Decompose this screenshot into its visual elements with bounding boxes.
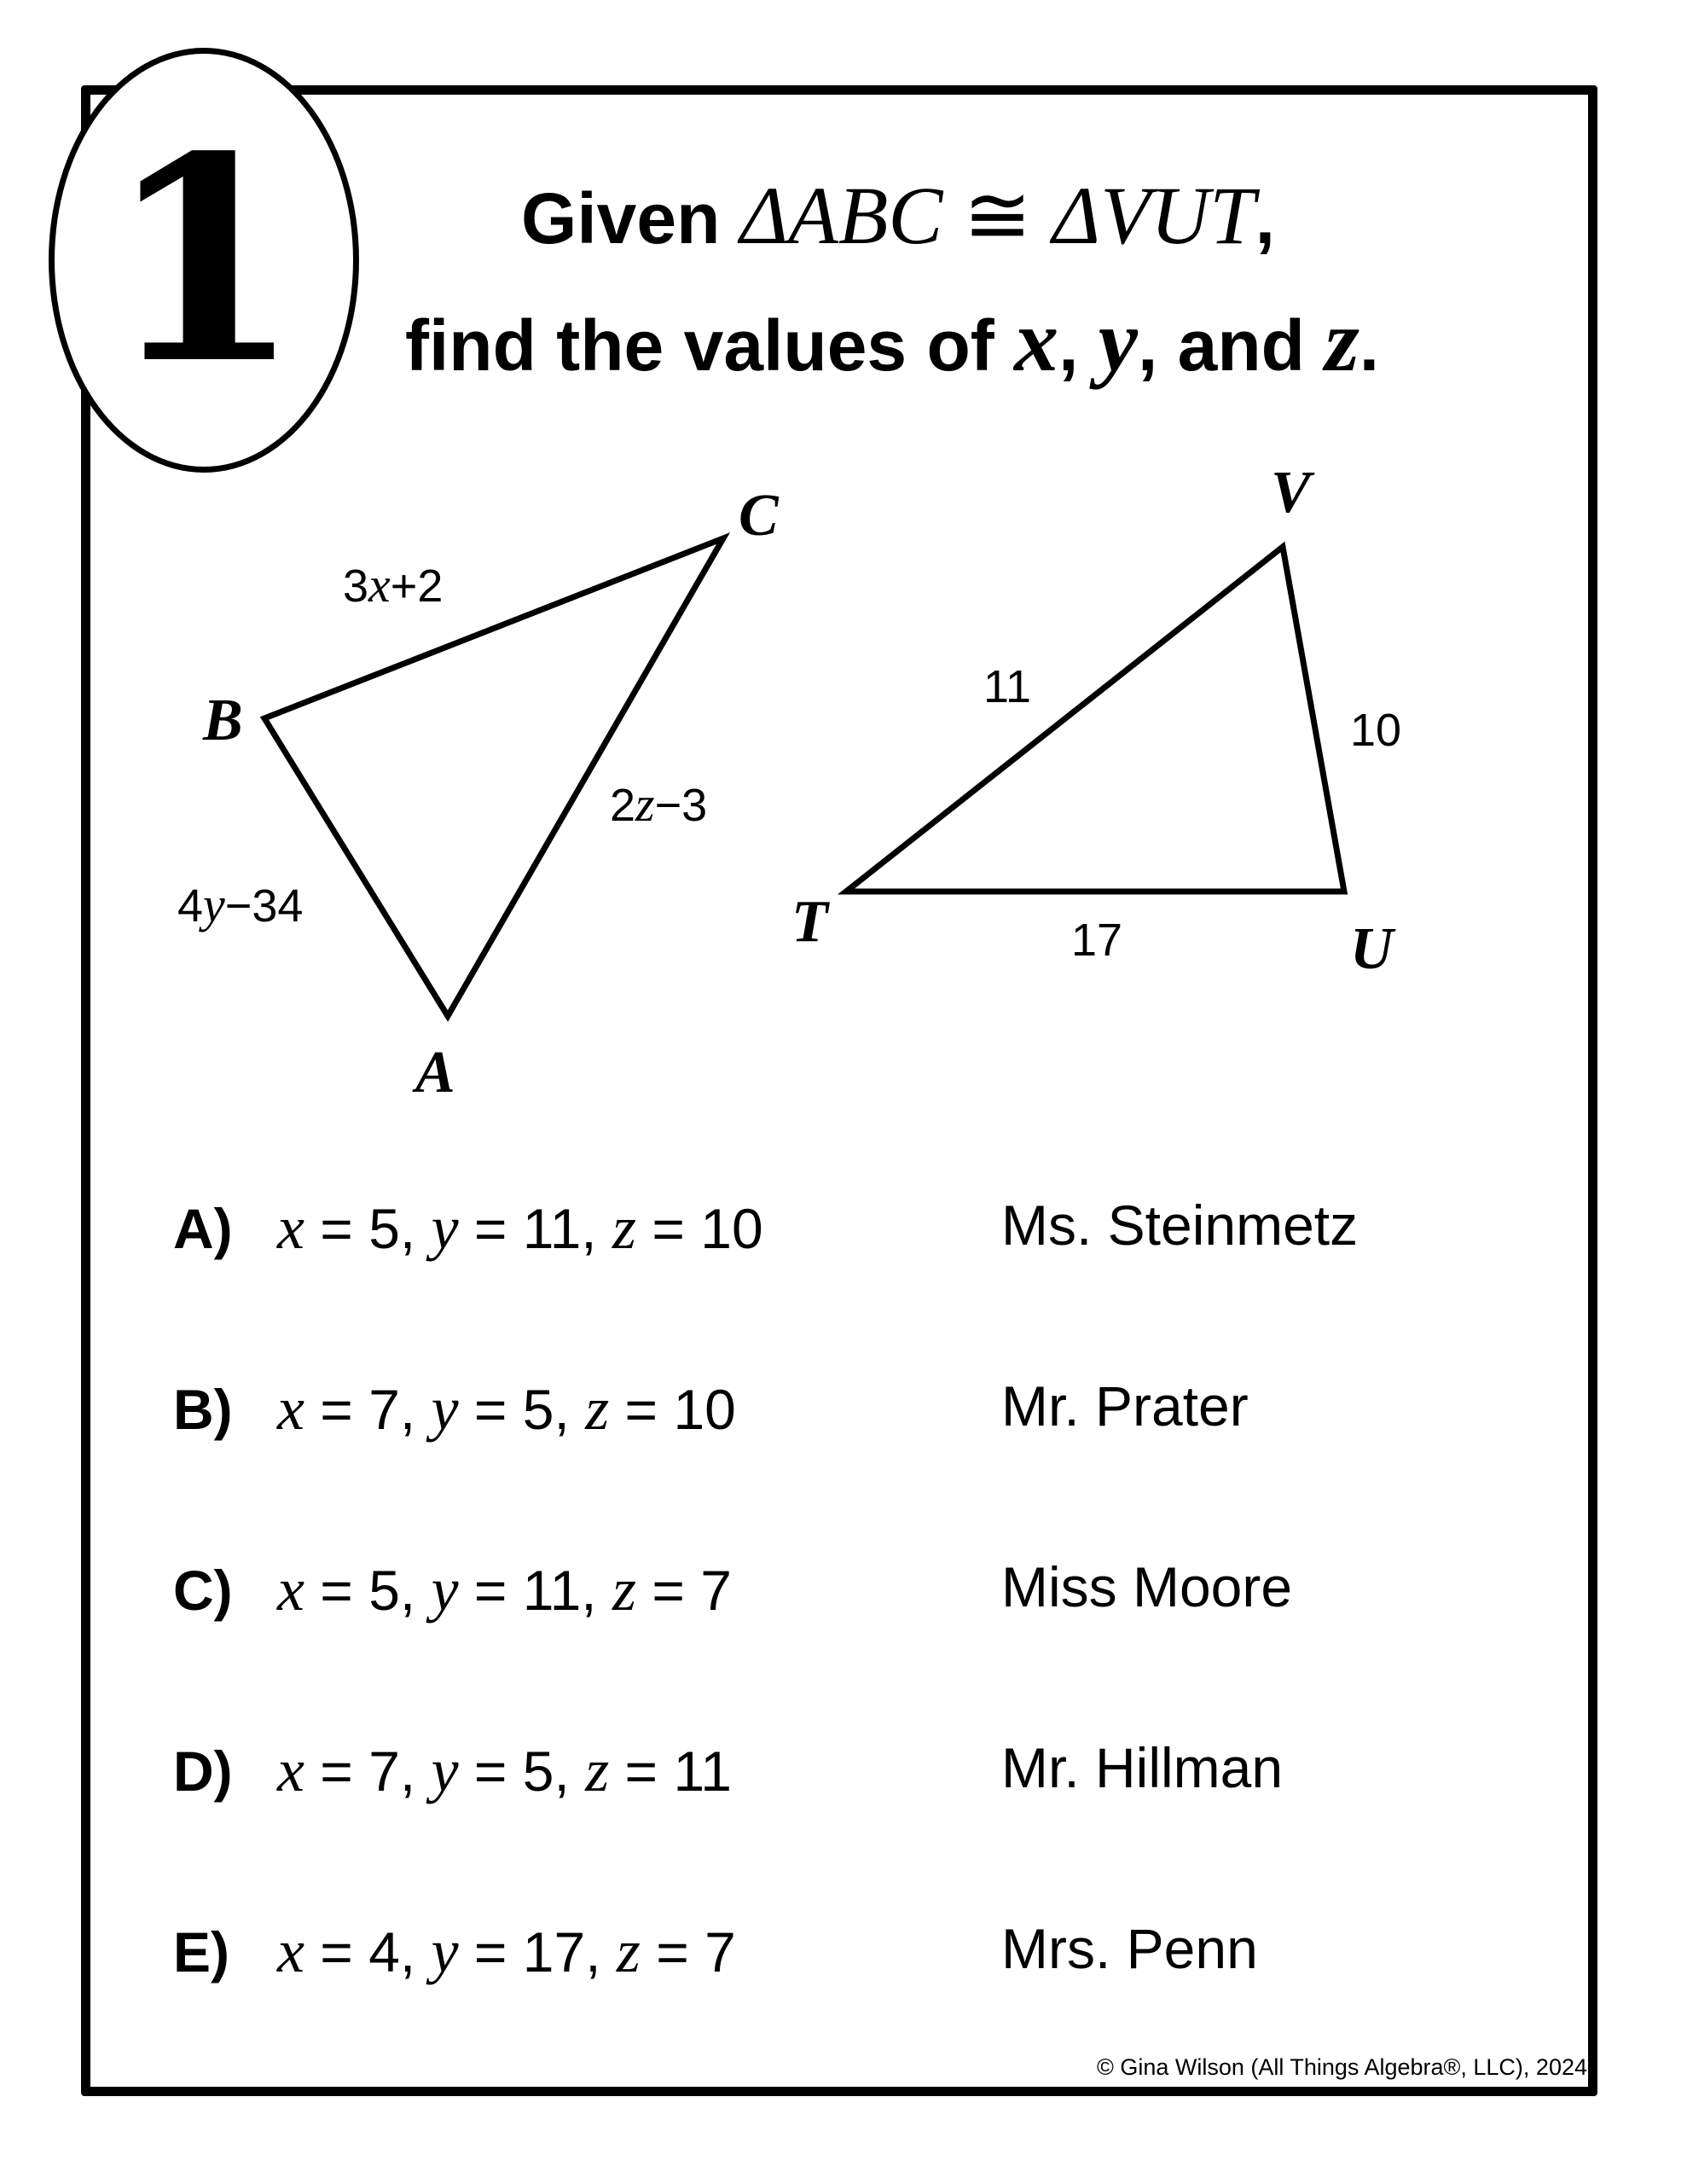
vertex-u-label: U — [1350, 916, 1394, 982]
option-a: A) x = 5, y = 11, z = 10 — [173, 1194, 763, 1262]
option-c-name: Miss Moore — [1001, 1555, 1293, 1618]
triangle-vut-ref: ΔVUT — [1052, 170, 1255, 261]
vertex-t-label: T — [791, 889, 828, 955]
option-a-name: Ms. Steinmetz — [1001, 1194, 1359, 1257]
title-line-2: find the values of x, y, and z. — [405, 292, 1380, 390]
vertex-b-label: B — [203, 688, 243, 753]
option-d: D) x = 7, y = 5, z = 11 — [173, 1736, 732, 1804]
vertex-c-label: C — [739, 483, 779, 549]
option-e: E) x = 4, y = 17, z = 7 — [173, 1917, 736, 1985]
congruent-symbol: ≅ — [942, 170, 1052, 261]
option-d-name: Mr. Hillman — [1001, 1736, 1284, 1799]
side-vu-label: 10 — [1350, 705, 1402, 756]
side-ab-label: 4y−34 — [177, 877, 304, 932]
title-line-1: Given ΔABC ≅ ΔVUT, — [521, 170, 1275, 261]
option-e-name: Mrs. Penn — [1001, 1917, 1258, 1980]
triangle-vut — [846, 547, 1344, 892]
option-b-name: Mr. Prater — [1001, 1374, 1249, 1438]
side-ac-label: 2z−3 — [610, 776, 708, 832]
side-bc-label: 3x+2 — [343, 557, 443, 613]
problem-number: 1 — [106, 95, 302, 426]
copyright-notice: © Gina Wilson (All Things Algebra®, LLC), 2024 — [1096, 2054, 1587, 2080]
option-c: C) x = 5, y = 11, z = 7 — [173, 1555, 732, 1623]
side-tu-label: 17 — [1071, 915, 1123, 966]
option-b: B) x = 7, y = 5, z = 10 — [173, 1374, 736, 1443]
triangle-abc-ref: ΔABC — [739, 170, 943, 261]
side-tv-label: 11 — [983, 661, 1032, 712]
vertex-a-label: A — [415, 1040, 455, 1106]
vertex-v-label: V — [1271, 460, 1311, 526]
